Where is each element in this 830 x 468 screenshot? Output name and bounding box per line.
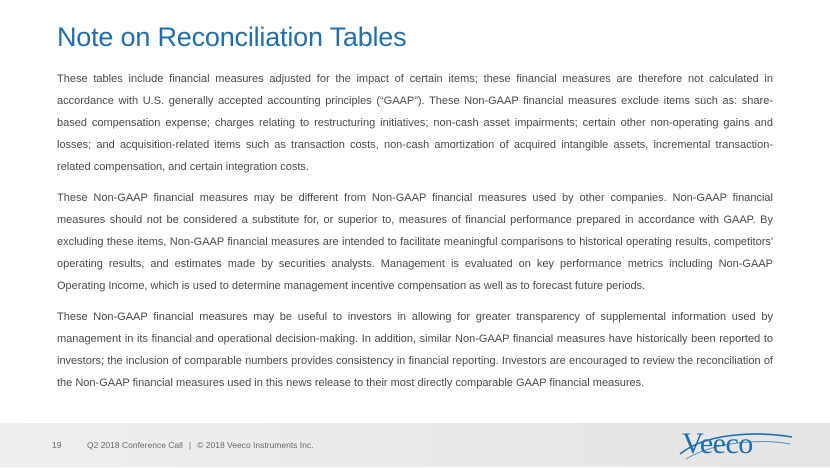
footer-bar: [0, 423, 830, 467]
page-number: 19: [52, 440, 62, 450]
slide-title: Note on Reconciliation Tables: [57, 22, 407, 52]
footer-caption: [87, 440, 314, 450]
veeco-logo: [676, 427, 796, 463]
body-text: [57, 68, 773, 403]
logo-text: Veeco: [682, 427, 753, 460]
footer-separator: |: [188, 440, 192, 450]
event-label: Q2 2018 Conference Call: [87, 440, 183, 450]
paragraph-1: These tables include financial measures adjusted for the impact of certain items; these financial measures are therefore not calculated in accordance with U.S. generally accepted accounting principles (“GAAP”). These Non-GAAP financial measures exclude items such as: share-based compensation expense; charges relating to restructuring initiatives; non-cash asset impairments; certain other non-operating gains and losses; and acquisition-related items such as transaction costs, non-cash amortization of acquired intangible assets, incremental transaction-related compensation, and certain integration costs.: [57, 73, 773, 173]
copyright-label: © 2018 Veeco Instruments Inc.: [197, 440, 314, 450]
paragraph-3: These Non-GAAP financial measures may be useful to investors in allowing for greater transparency of supplemental information used by management in its financial and operational decision-making. In addition, similar Non-GAAP financial measures have historically been reported to investors; the inclusion of comparable numbers provides consistency in financial reporting. Investors are encouraged to review the reconciliation of the Non-GAAP financial measures used in this news release to their most directly comparable GAAP financial measures.: [57, 311, 773, 389]
paragraph-2: These Non-GAAP financial measures may be different from Non-GAAP financial measures used by other companies. Non-GAAP financial measures should not be considered a substitute for, or superior to, measures of financial performance prepared in accordance with GAAP. By excluding these items, Non-GAAP financial measures are intended to facilitate meaningful comparisons to historical operating results, competitors' operating results, and estimates made by securities analysts. Management is evaluated on key performance metrics including Non-GAAP Operating Income, which is used to determine management incentive compensation as well as to forecast future periods.: [57, 192, 773, 292]
